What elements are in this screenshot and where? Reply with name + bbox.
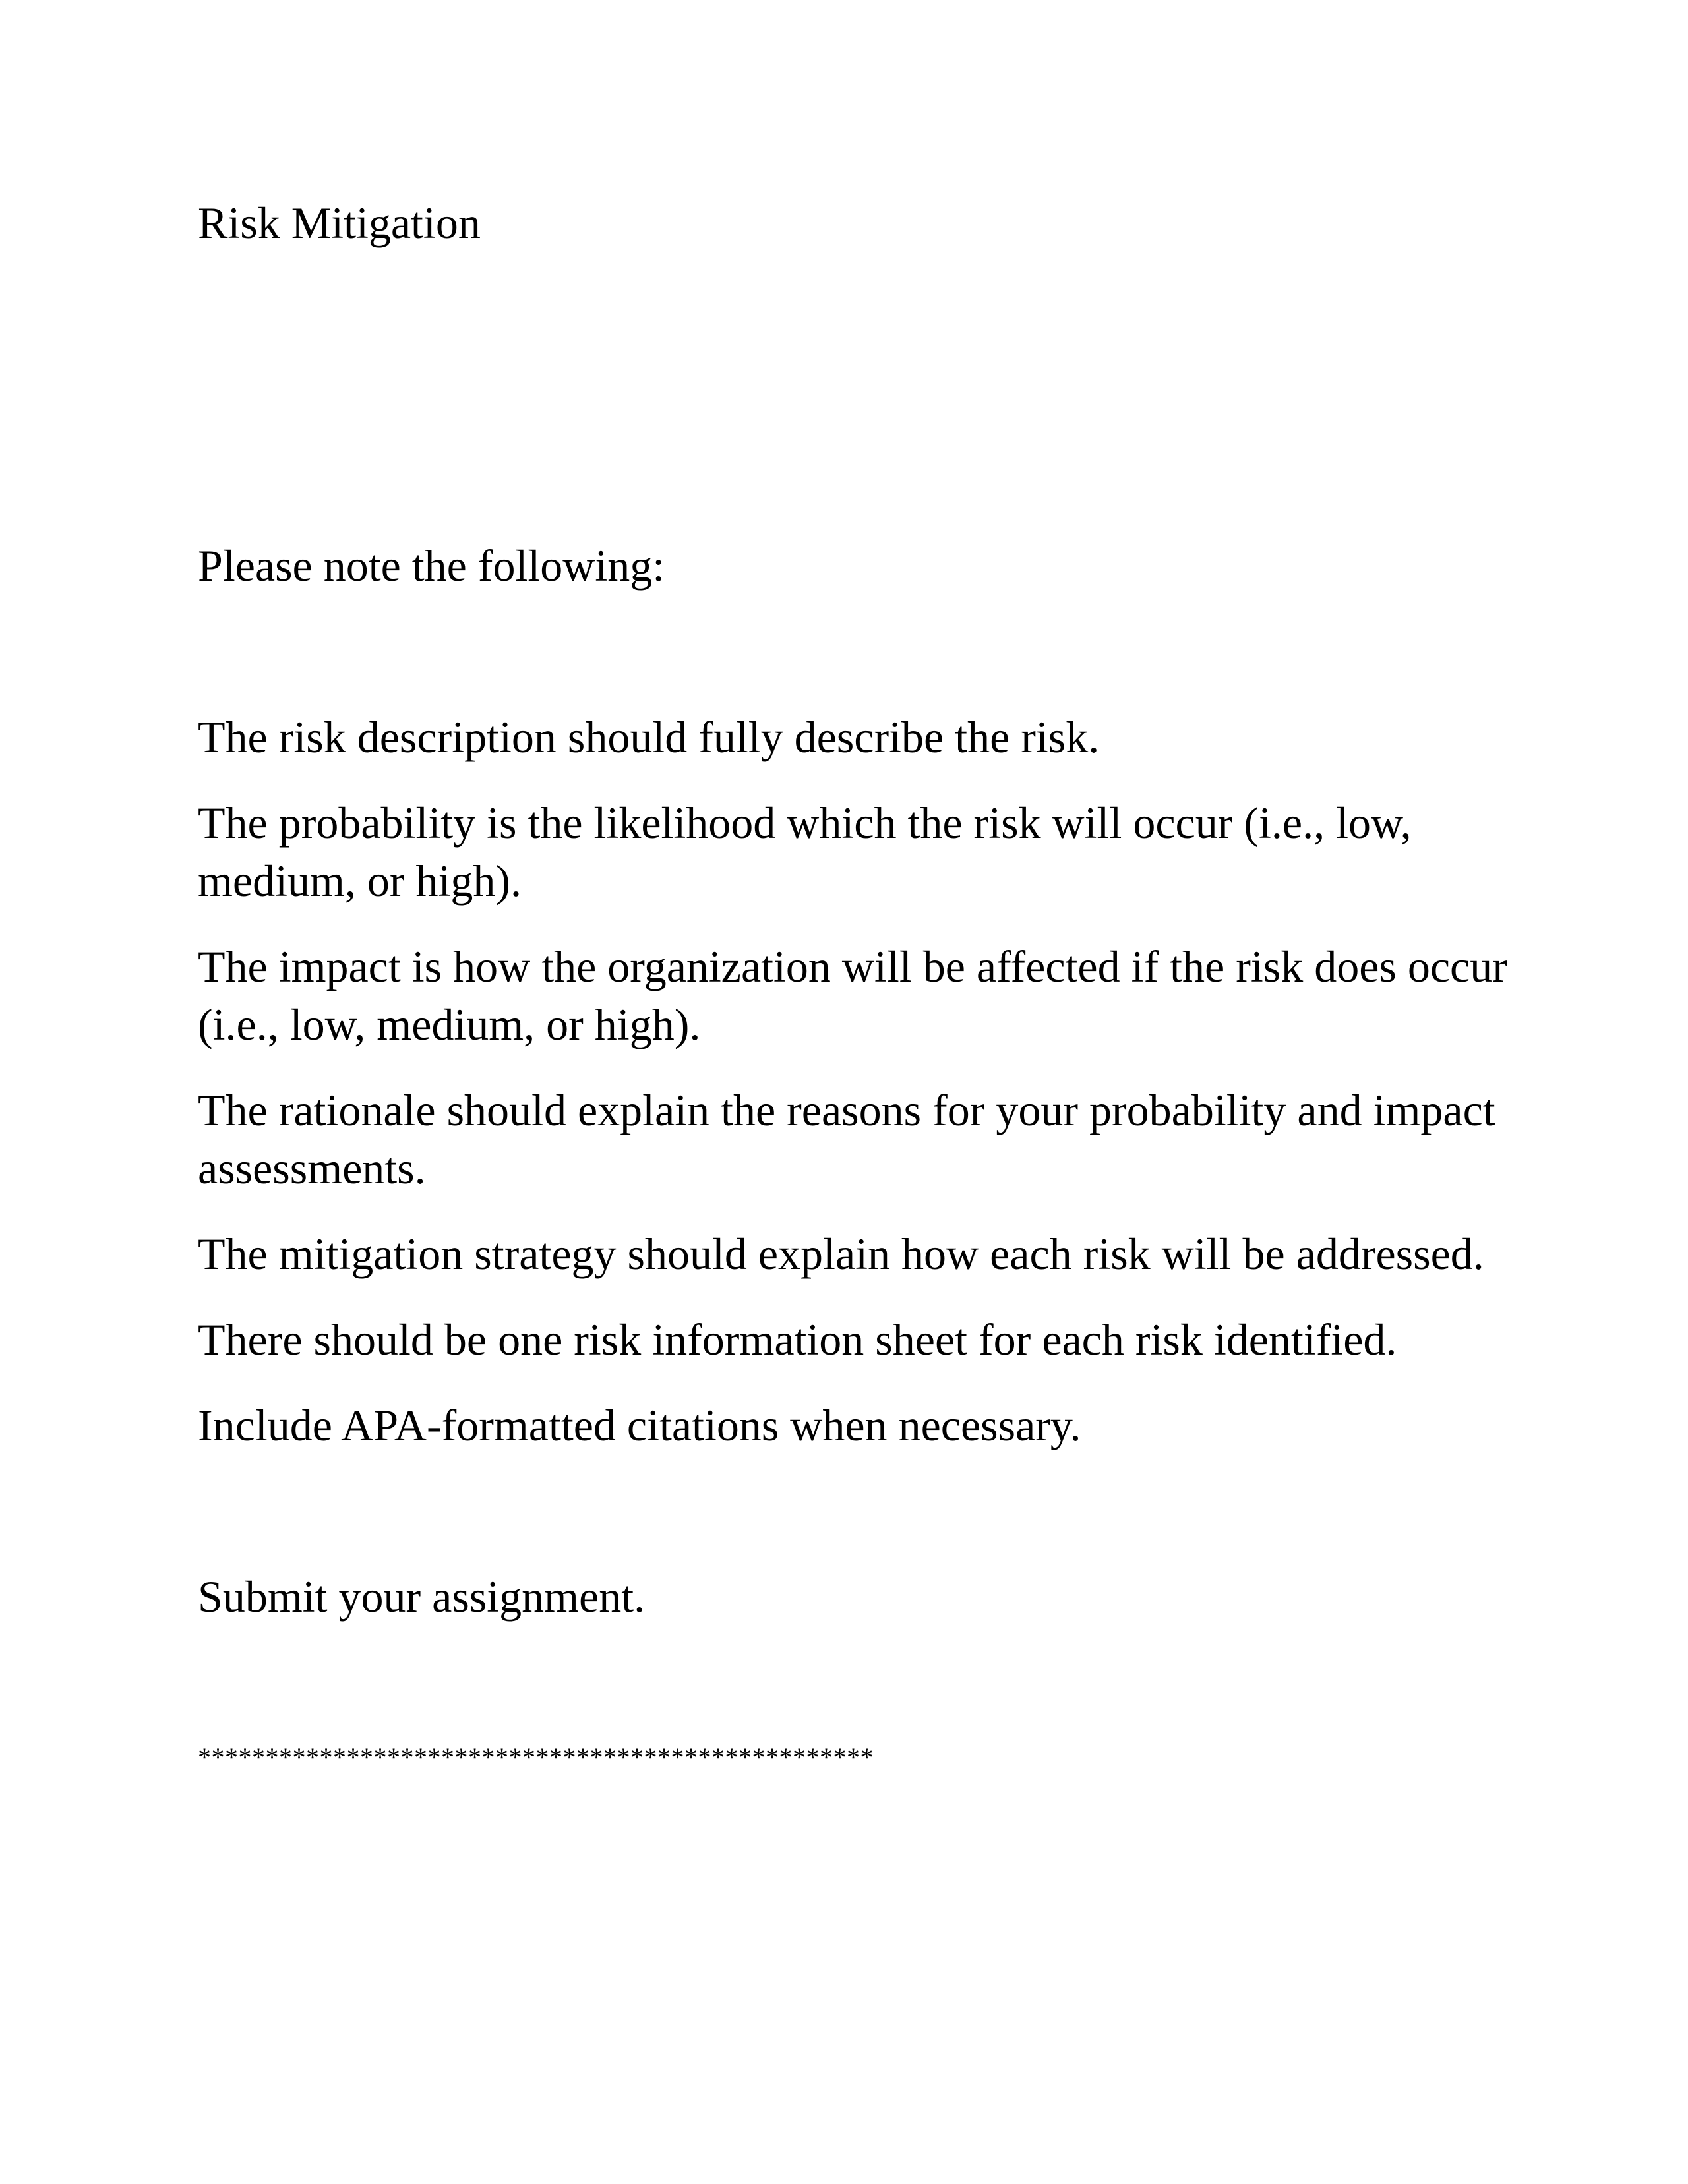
note-rationale-line-2: assessments.	[198, 1143, 426, 1193]
note-rationale-line-1: The rationale should explain the reasons for your probability and impact	[198, 1085, 1495, 1135]
note-impact-line-1: The impact is how the organization will be affected if the risk does occur	[198, 941, 1507, 991]
intro-text: Please note the following:	[198, 541, 665, 591]
note-probability-line-1: The probability is the likelihood which the risk will occur (i.e., low,	[198, 798, 1412, 848]
note-probability-line-2: medium, or high).	[198, 856, 522, 906]
note-risk-description: The risk description should fully describe the risk.	[198, 712, 1100, 762]
document-title: Risk Mitigation	[198, 198, 481, 248]
closing-instruction: Submit your assignment.	[198, 1572, 646, 1622]
note-mitigation-strategy: The mitigation strategy should explain how each risk will be addressed.	[198, 1229, 1484, 1279]
note-risk-information-sheet: There should be one risk information sheet for each risk identified.	[198, 1314, 1397, 1365]
note-apa-citations: Include APA-formatted citations when necessary.	[198, 1400, 1081, 1450]
note-impact-line-2: (i.e., low, medium, or high).	[198, 999, 701, 1049]
asterisk-separator: **************************************************	[198, 1742, 874, 1772]
